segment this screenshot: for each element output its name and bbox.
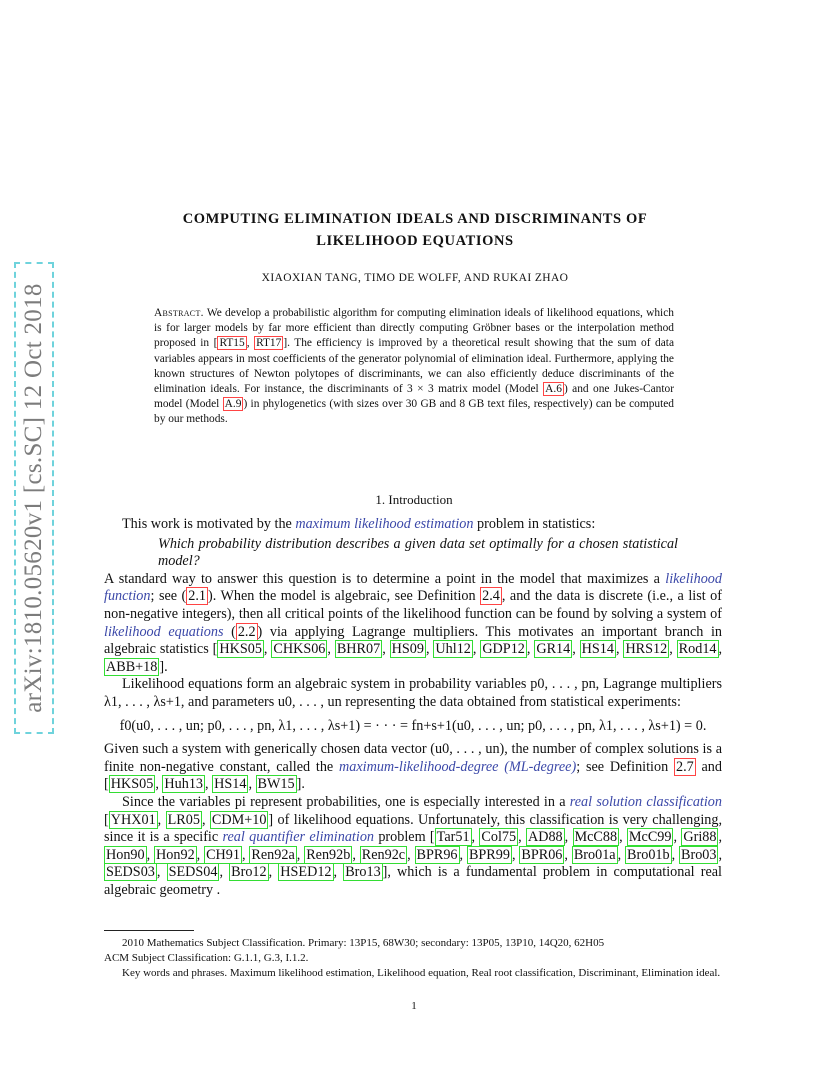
research-question: Which probability distribution describes a given data set optimally for a chosen statistical model?	[158, 535, 678, 570]
text: A standard way to answer this question is to determine a point in the model that maximizes a	[104, 570, 666, 587]
paper-title	[110, 208, 720, 252]
term-link[interactable]: likelihood equations	[104, 623, 224, 640]
text: Given such a system with generically chosen data vector (u0, . . . , un), the number of complex solutions is a finite non-negative constant, called the	[104, 741, 722, 775]
crossref-link[interactable]: A.6	[545, 383, 562, 396]
citation-link[interactable]: BPR06	[521, 846, 563, 863]
citation-link[interactable]: RT17	[256, 337, 282, 350]
paragraph	[104, 794, 722, 900]
text: and [	[104, 758, 722, 793]
citation-link[interactable]: HS09	[391, 641, 424, 658]
footnotes	[104, 936, 722, 981]
page-number: 1	[411, 1000, 417, 1012]
arxiv-stamp-text: arXiv:1810.05620v1 [cs.SC] 12 Oct 2018	[20, 283, 47, 713]
abstract	[154, 306, 674, 428]
citation-link[interactable]: BPR99	[468, 846, 510, 863]
definition-link[interactable]: 2.7	[675, 758, 694, 775]
citation-link[interactable]: BHR07	[336, 641, 381, 658]
citation-link[interactable]: Bro13	[345, 864, 381, 881]
citation-link[interactable]: Rod14	[678, 641, 717, 658]
citation-group: HKS05 , Huh13 , HS14 , BW15	[110, 776, 295, 793]
abstract-text: ]. The efficiency is improved by a theoretical result showing that the sum of data variables appears in most coefficients of the generator polynomial of elimination ideal. Furthermore, applying the known structures of Newton polytopes of discriminants, we can also efficiently deduce discriminants of the elimination ideals. For instance, the discriminants of 3 × 3 matrix model (Model	[154, 337, 674, 396]
citation-link[interactable]: McC88	[574, 829, 618, 846]
text: ; see Definition	[576, 758, 674, 775]
citation-link[interactable]: Ren92c	[361, 846, 406, 863]
crossref-link[interactable]: A.9	[224, 398, 242, 411]
term-link[interactable]: maximum-likelihood-degree (ML-degree)	[339, 758, 577, 775]
paragraph	[104, 516, 722, 534]
text: problem [	[374, 829, 435, 846]
abstract-text: ,	[246, 337, 255, 350]
citation-link[interactable]: HS14	[214, 776, 247, 793]
citation-group: Tar51 , Col75 , AD88 , McC88 , McC99 , Gri88 , Hon90 , Hon92 , CH91 , Ren92a , Ren92b , Ren92c , BPR96 , BPR99 , BPR06 , Bro01a , Bro01b , Bro03 , SEDS03 , SEDS04 , Bro12 , HSED12 , Bro13	[106, 829, 723, 881]
citation-link[interactable]: CDM+10	[211, 811, 267, 828]
text: ].	[296, 776, 305, 793]
citation-link[interactable]: Uhl12	[435, 641, 471, 658]
citation-link[interactable]: HRS12	[625, 641, 668, 658]
abstract-label: Abstract.	[154, 307, 204, 319]
section-heading: 1. Introduction	[375, 492, 453, 507]
citation-link[interactable]: BPR96	[416, 846, 458, 863]
citation-link[interactable]: Hon90	[106, 846, 145, 863]
citation-link[interactable]: GDP12	[482, 641, 525, 658]
definition-link[interactable]: 2.4	[482, 588, 500, 605]
citation-link[interactable]: Bro01b	[627, 846, 670, 863]
term-link[interactable]: real solution classification	[569, 793, 722, 810]
citation-link[interactable]: Bro03	[681, 846, 717, 863]
equation: f0(u0, . . . , un; p0, . . . , pn, λ1, . . . , λs+1) = · · · = fn+s+1(u0, . . . , un; p0, . . . , pn, λ1, . . . , λs+1) = 0.	[119, 717, 707, 734]
citation-link[interactable]: RT15	[219, 337, 245, 350]
citation-link[interactable]: BW15	[257, 776, 295, 793]
paragraph	[104, 571, 722, 677]
abstract-text: We develop a probabilistic algorithm for computing elimination ideals of likelihood equations, which is for larger models by far more efficient than directly computing Gröbner bases or the interpolation method proposed in [	[154, 307, 674, 350]
footnote-keywords: Key words and phrases. Maximum likelihood estimation, Likelihood equation, Real root classification, Discriminant, Elimination ideal.	[122, 967, 721, 979]
citation-link[interactable]: Gri88	[683, 829, 717, 846]
citation-link[interactable]: YHX01	[110, 811, 156, 828]
text: Since the variables pi represent probabilities, one is especially interested in a	[122, 793, 570, 810]
title-line-1: COMPUTING ELIMINATION IDEALS AND DISCRIMINANTS OF	[182, 211, 648, 227]
equation-link[interactable]: 2.2	[237, 623, 256, 640]
footnote-acm: ACM Subject Classification: G.1.1, G.3, I.1.2.	[104, 952, 309, 964]
introduction-body	[104, 516, 722, 899]
citation-link[interactable]: SEDS04	[168, 864, 218, 881]
citation-link[interactable]: Tar51	[436, 829, 470, 846]
citation-link[interactable]: CH91	[206, 846, 240, 863]
title-line-2: LIKELIHOOD EQUATIONS	[316, 233, 514, 249]
citation-link[interactable]: AD88	[527, 829, 563, 846]
text: problem in statistics:	[473, 516, 596, 532]
citation-link[interactable]: CHKS06	[273, 641, 326, 658]
equation-link[interactable]: 2.1	[188, 588, 207, 605]
paragraph: Likelihood equations form an algebraic system in probability variables p0, . . . , pn, Lagrange multipliers λ1, . . . , λs+1, and parameters u0, . . . , un representing the data obtained from statistical experiments:	[104, 676, 722, 710]
text: ) via applying Lagrange multipliers. This motivates an important branch in algebraic statistics [	[104, 623, 722, 658]
citation-link[interactable]: HKS05	[110, 776, 154, 793]
citation-link[interactable]: Bro01a	[573, 846, 616, 863]
citation-link[interactable]: GR14	[536, 641, 571, 658]
citation-link[interactable]: ABB+18	[106, 658, 158, 675]
text: ].	[159, 658, 168, 675]
text: ). When the model is algebraic, see Definition	[208, 588, 481, 605]
citation-link[interactable]: Hon92	[156, 846, 195, 863]
text: ; see (	[150, 588, 187, 605]
abstract-text: ) and one Jukes-Cantor model (Model	[154, 383, 675, 411]
citation-group: YHX01 , LR05 , CDM+10	[110, 811, 267, 828]
text: This work is motivated by the	[122, 516, 296, 532]
footnote-divider	[104, 930, 194, 931]
text: [	[104, 811, 109, 828]
citation-link[interactable]: Ren92b	[306, 846, 351, 863]
paragraph	[104, 741, 722, 794]
text: (	[223, 623, 236, 640]
citation-link[interactable]: McC99	[628, 829, 672, 846]
citation-link[interactable]: LR05	[167, 811, 200, 828]
citation-link[interactable]: Ren92a	[251, 846, 295, 863]
text: ], which is a fundamental problem in computational real algebraic geometry .	[104, 864, 722, 898]
abstract-text: ) in phylogenetics (with sizes over 30 GB and 8 GB text files, respectively) can be computed by our methods.	[154, 398, 674, 426]
term-link[interactable]: likelihood function	[104, 570, 722, 605]
author-list: XIAOXIAN TANG, TIMO DE WOLFF, AND RUKAI ZHAO	[261, 272, 569, 284]
citation-link[interactable]: Col75	[481, 829, 517, 846]
citation-link[interactable]: HS14	[581, 641, 614, 658]
citation-link[interactable]: Huh13	[164, 776, 204, 793]
citation-group: HKS05 , CHKS06 , BHR07 , HS09 , Uhl12 , GDP12 , GR14 , HS14 , HRS12 , Rod14 , ABB+18	[106, 641, 723, 675]
arxiv-stamp[interactable]	[14, 262, 54, 734]
citation-link[interactable]: Bro12	[231, 864, 267, 881]
term-link[interactable]: maximum likelihood estimation	[295, 516, 474, 532]
text: , and the data is discrete (i.e., a list of non-negative integers), then all critical points of the likelihood function can be found by solving a system of	[104, 588, 722, 622]
footnote-msc: 2010 Mathematics Subject Classification. Primary: 13P15, 68W30; secondary: 13P05, 13P10, 14Q20, 62H05	[122, 937, 605, 949]
text: ] of likelihood equations. Unfortunately, this classification is very challenging, since it is a specific	[104, 811, 722, 846]
citation-link[interactable]: HKS05	[219, 641, 262, 658]
citation-link[interactable]: HSED12	[280, 864, 332, 881]
term-link[interactable]: real quantifier elimination	[222, 829, 375, 846]
citation-link[interactable]: SEDS03	[106, 864, 155, 881]
